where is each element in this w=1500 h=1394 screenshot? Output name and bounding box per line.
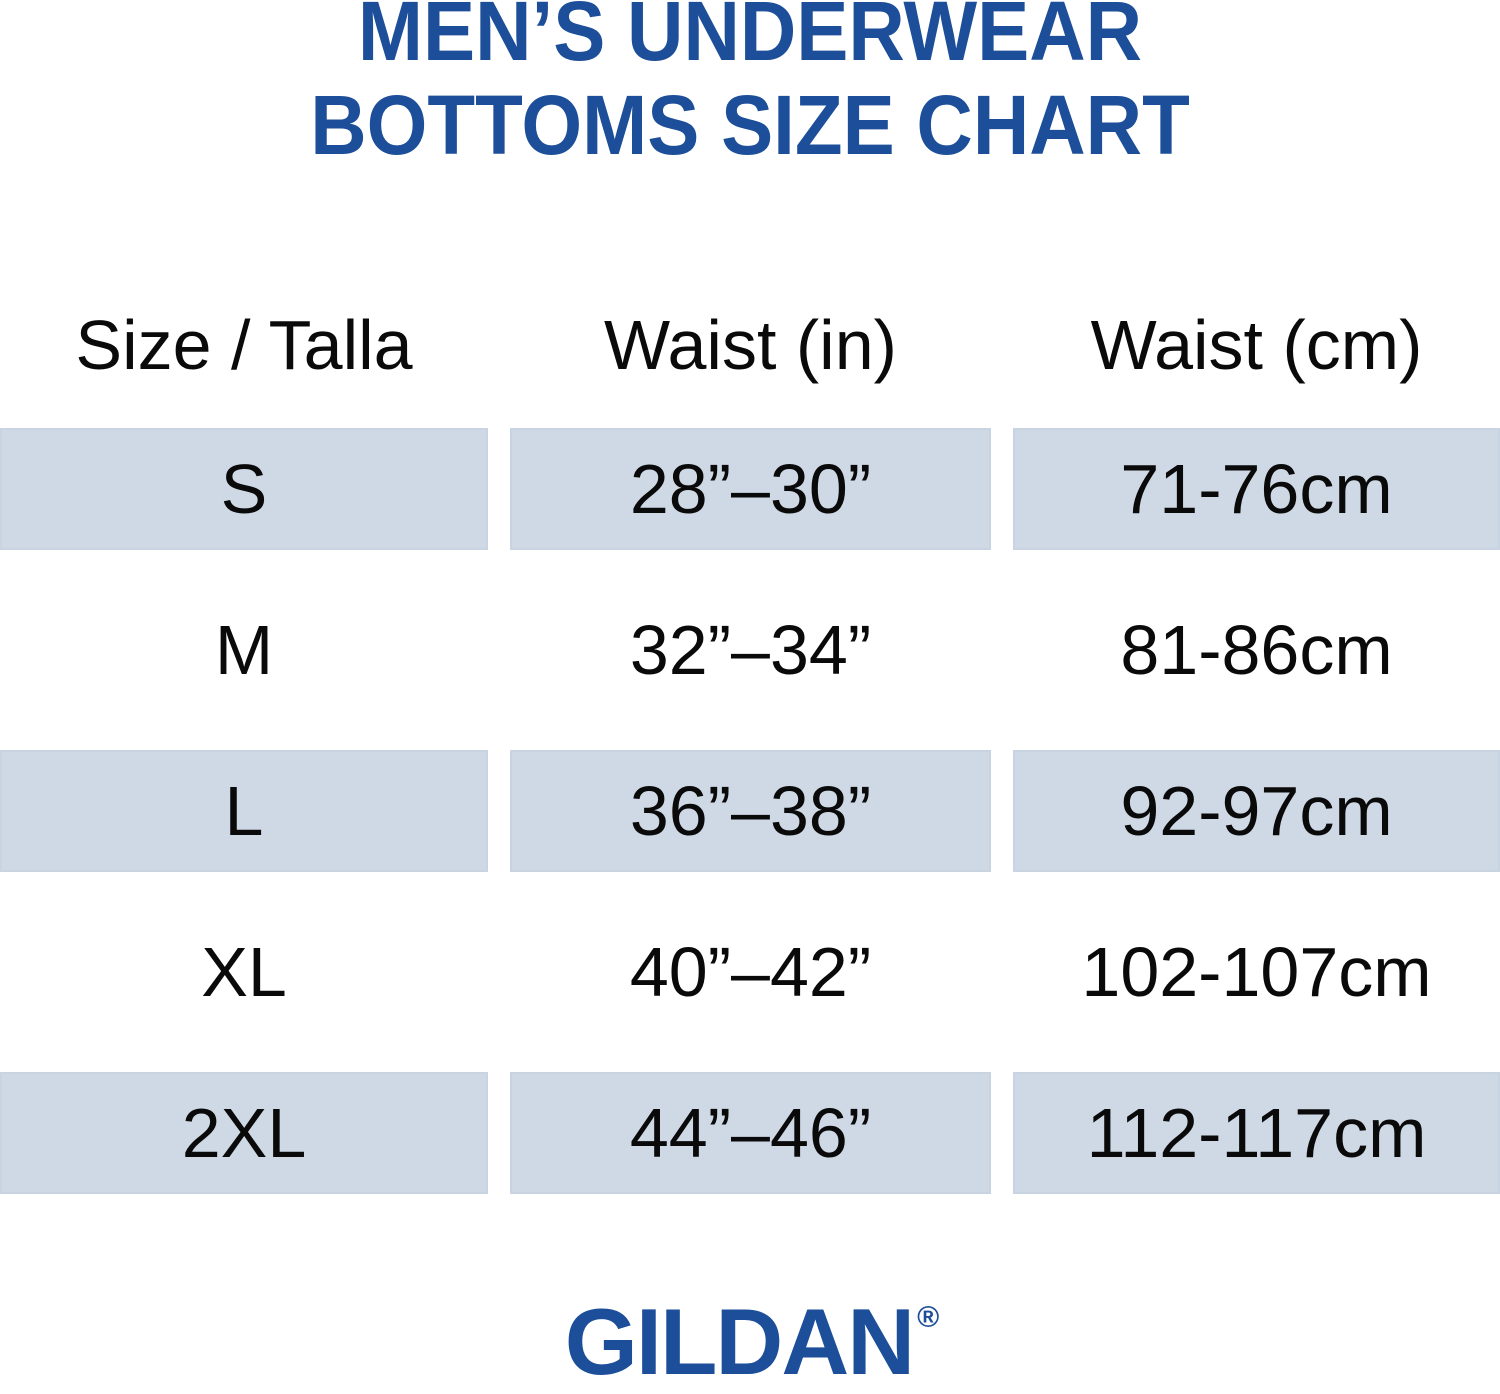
table-header-row bbox=[0, 308, 1500, 382]
waist-cm-cell: 102-107cm bbox=[1081, 933, 1432, 1011]
waist-cm-cell: 81-86cm bbox=[1120, 611, 1393, 689]
brand-logo bbox=[0, 1289, 1500, 1394]
size-cell: M bbox=[214, 611, 274, 689]
column-header-size: Size / Talla bbox=[75, 306, 413, 384]
table-row-l bbox=[0, 750, 1500, 872]
column-header-waist-in: Waist (in) bbox=[604, 306, 897, 384]
title-line-1: MEN’S UNDERWEAR bbox=[357, 0, 1143, 78]
registered-trademark-icon: ® bbox=[917, 1301, 940, 1334]
waist-in-cell: 36”–38” bbox=[510, 750, 991, 872]
table-row-s bbox=[0, 428, 1500, 550]
waist-in-cell: 40”–42” bbox=[629, 933, 872, 1011]
waist-in-cell: 44”–46” bbox=[510, 1072, 991, 1194]
table-row-xl bbox=[0, 911, 1500, 1033]
table-row-2xl bbox=[0, 1072, 1500, 1194]
waist-in-cell: 28”–30” bbox=[510, 428, 991, 550]
size-cell: L bbox=[0, 750, 488, 872]
waist-in-cell: 32”–34” bbox=[629, 611, 872, 689]
table-row-m bbox=[0, 589, 1500, 711]
size-cell: S bbox=[0, 428, 488, 550]
waist-cm-cell: 92-97cm bbox=[1013, 750, 1500, 872]
title-line-2: BOTTOMS SIZE CHART bbox=[310, 78, 1190, 172]
waist-cm-cell: 71-76cm bbox=[1013, 428, 1500, 550]
size-cell: 2XL bbox=[0, 1072, 488, 1194]
waist-cm-cell: 112-117cm bbox=[1013, 1072, 1500, 1194]
brand-wordmark: GILDAN bbox=[564, 1289, 914, 1394]
page-title bbox=[53, 0, 1448, 172]
size-cell: XL bbox=[201, 933, 287, 1011]
column-header-waist-cm: Waist (cm) bbox=[1090, 306, 1423, 384]
